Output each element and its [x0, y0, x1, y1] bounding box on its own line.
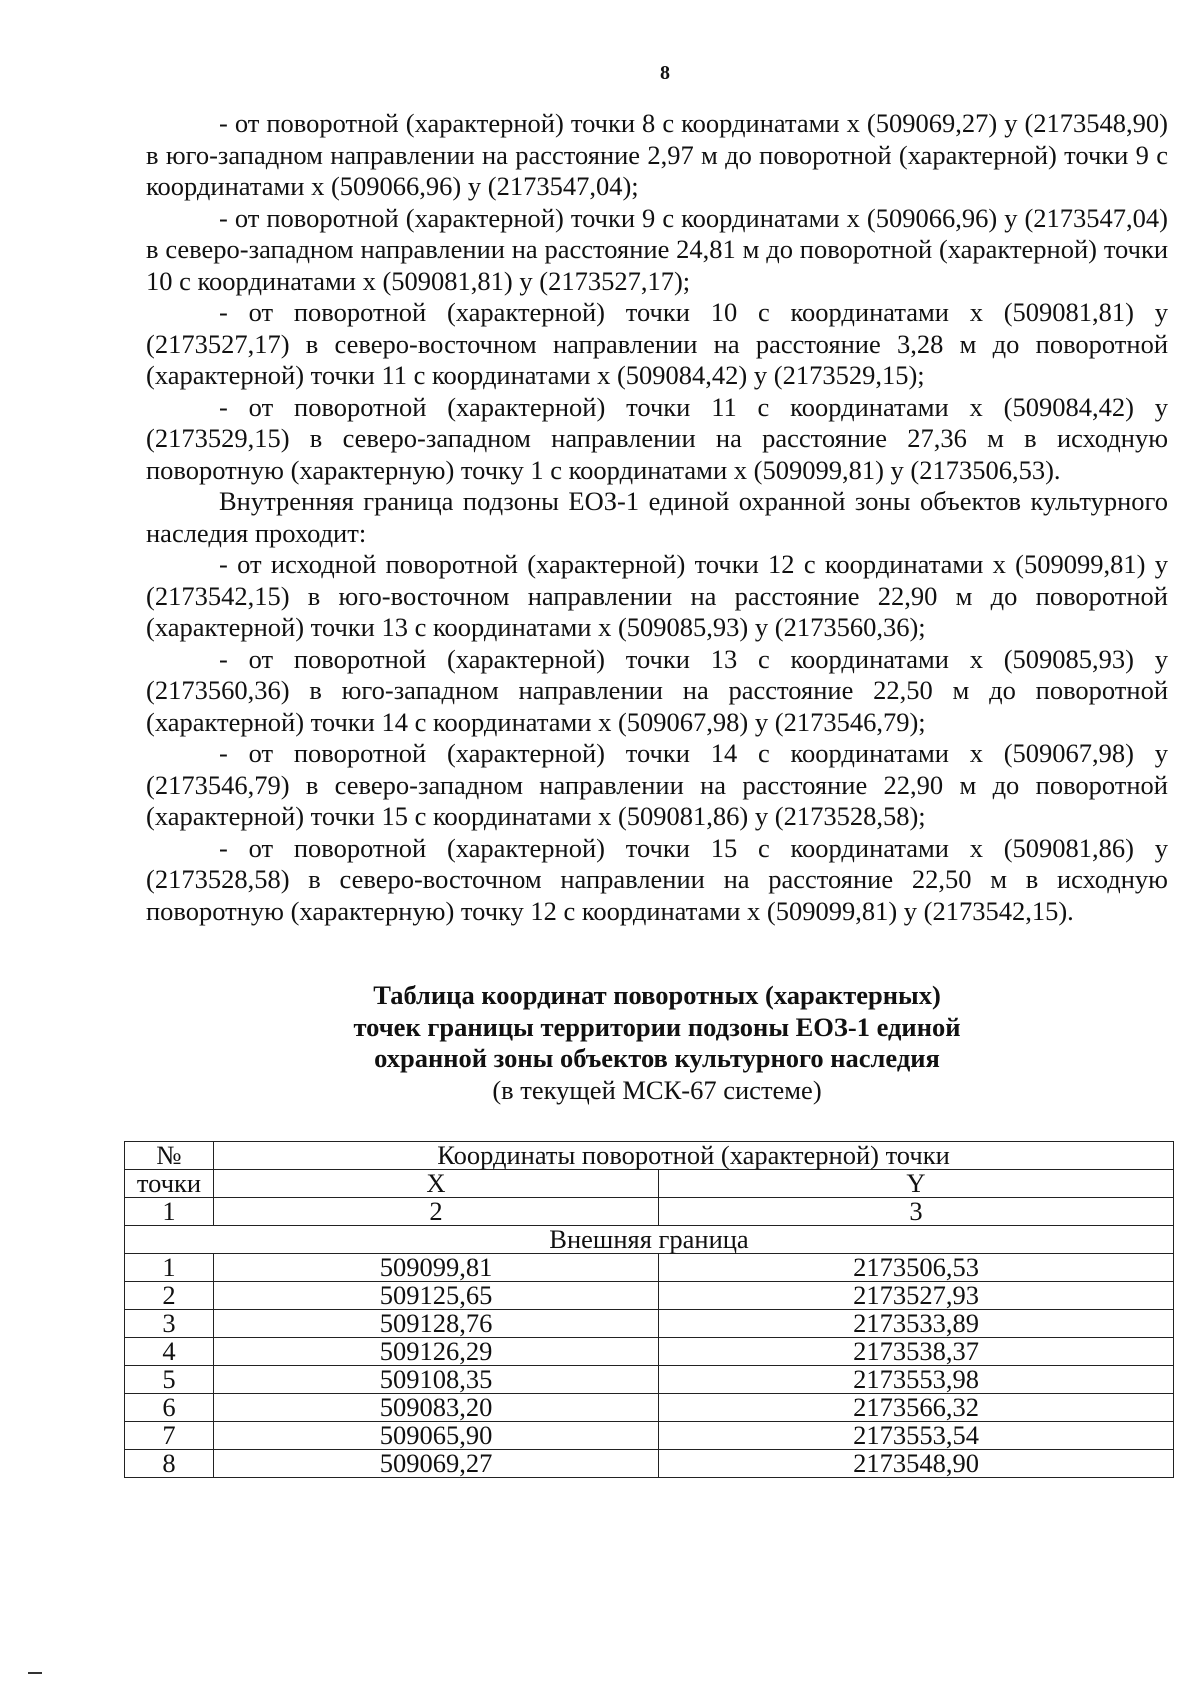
- x-value: 509083,20: [214, 1394, 659, 1422]
- page-number: 8: [660, 62, 670, 84]
- paragraph-point-11: - от поворотной (характерной) точки 11 с координатами х (509084,42) у (2173529,15) в северо-западном направлении на расстояние 27,36 м в исходную поворотную (характерную) точку 1 с координатами х (509099,81) у (2173506,53).: [146, 391, 1168, 485]
- y-value: 2173533,89: [659, 1310, 1174, 1338]
- header-num-line-2: точки: [125, 1170, 214, 1198]
- paragraph-point-9: - от поворотной (характерной) точки 9 с координатами х (509066,96) у (2173547,04) в северо-западном направлении на расстояние 24,81 м до поворотной (характерной) точки 10 с координатами х (509081,81) у (2173527,17);: [146, 202, 1168, 296]
- index-cell: 2: [214, 1198, 659, 1226]
- table-title-line-2: точек границы территории подзоны ЕОЗ-1 единой: [353, 1011, 961, 1042]
- table-index-row: [125, 1198, 1174, 1226]
- y-value: 2173506,53: [659, 1254, 1174, 1282]
- document-body: [146, 108, 1168, 927]
- table-subtitle: (в текущей МСК-67 системе): [492, 1074, 822, 1105]
- paragraph-point-10: - от поворотной (характерной) точки 10 с координатами х (509081,81) у (2173527,17) в северо-восточном направлении на расстояние 3,28 м до поворотной (характерной) точки 11 с координатами х (509084,42) у (2173529,15);: [146, 297, 1168, 390]
- point-number: 4: [125, 1338, 214, 1366]
- table-title: [146, 980, 1168, 1106]
- table-section-row: [125, 1226, 1174, 1254]
- header-num-line-1: №: [125, 1142, 214, 1170]
- y-value: 2173566,32: [659, 1394, 1174, 1422]
- table-row: [125, 1310, 1174, 1338]
- y-value: 2173538,37: [659, 1338, 1174, 1366]
- table-row: [125, 1422, 1174, 1450]
- point-number: 8: [125, 1450, 214, 1478]
- paragraph-point-15: - от поворотной (характерной) точки 15 с координатами х (509081,86) у (2173528,58) в северо-восточном направлении на расстояние 22,50 м в исходную поворотную (характерную) точку 12 с координатами х (509099,81) у (2173542,15).: [146, 832, 1168, 926]
- table-row: [125, 1450, 1174, 1478]
- page-edge-mark: [28, 1672, 42, 1674]
- table-header-row-2: [125, 1170, 1174, 1198]
- table-row: [125, 1338, 1174, 1366]
- y-value: 2173553,98: [659, 1366, 1174, 1394]
- y-value: 2173548,90: [659, 1450, 1174, 1478]
- paragraph-point-14: - от поворотной (характерной) точки 14 с координатами х (509067,98) у (2173546,79) в северо-западном направлении на расстояние 22,90 м до поворотной (характерной) точки 15 с координатами х (509081,86) у (2173528,58);: [146, 738, 1168, 831]
- x-value: 509099,81: [214, 1254, 659, 1282]
- section-label-outer-boundary: Внешняя граница: [125, 1226, 1174, 1254]
- x-value: 509128,76: [214, 1310, 659, 1338]
- point-number: 1: [125, 1254, 214, 1282]
- point-number: 2: [125, 1282, 214, 1310]
- index-cell: 3: [659, 1198, 1174, 1226]
- header-y: Y: [659, 1170, 1174, 1198]
- table-header-row-1: [125, 1142, 1174, 1170]
- paragraph-point-13: - от поворотной (характерной) точки 13 с координатами х (509085,93) у (2173560,36) в юго-западном направлении на расстояние 22,50 м до поворотной (характерной) точки 14 с координатами х (509067,98) у (2173546,79);: [146, 643, 1168, 737]
- table-row: [125, 1254, 1174, 1282]
- x-value: 509126,29: [214, 1338, 659, 1366]
- table-row: [125, 1366, 1174, 1394]
- header-x: X: [214, 1170, 659, 1198]
- point-number: 6: [125, 1394, 214, 1422]
- x-value: 509108,35: [214, 1366, 659, 1394]
- table-row: [125, 1394, 1174, 1422]
- table-row: [125, 1282, 1174, 1310]
- point-number: 5: [125, 1366, 214, 1394]
- coordinates-table: [124, 1141, 1174, 1478]
- paragraph-point-8: - от поворотной (характерной) точки 8 с координатами х (509069,27) у (2173548,90) в юго-западном направлении на расстояние 2,97 м до поворотной (характерной) точки 9 с координатами х (509066,96) у (2173547,04);: [146, 108, 1168, 201]
- header-coordinates: Координаты поворотной (характерной) точки: [214, 1142, 1174, 1170]
- x-value: 509065,90: [214, 1422, 659, 1450]
- point-number: 3: [125, 1310, 214, 1338]
- y-value: 2173553,54: [659, 1422, 1174, 1450]
- table-title-line-1: Таблица координат поворотных (характерных): [373, 980, 941, 1010]
- x-value: 509125,65: [214, 1282, 659, 1310]
- index-cell: 1: [125, 1198, 214, 1226]
- table-title-line-3: охранной зоны объектов культурного наследия: [374, 1043, 940, 1073]
- x-value: 509069,27: [214, 1450, 659, 1478]
- point-number: 7: [125, 1422, 214, 1450]
- y-value: 2173527,93: [659, 1282, 1174, 1310]
- paragraph-point-12: - от исходной поворотной (характерной) точки 12 с координатами х (509099,81) у (2173542,15) в юго-восточном направлении на расстояние 22,90 м до поворотной (характерной) точки 13 с координатами х (509085,93) у (2173560,36);: [146, 549, 1168, 642]
- paragraph-inner-boundary-intro: Внутренняя граница подзоны ЕОЗ-1 единой охранной зоны объектов культурного наследия проходит:: [146, 486, 1168, 548]
